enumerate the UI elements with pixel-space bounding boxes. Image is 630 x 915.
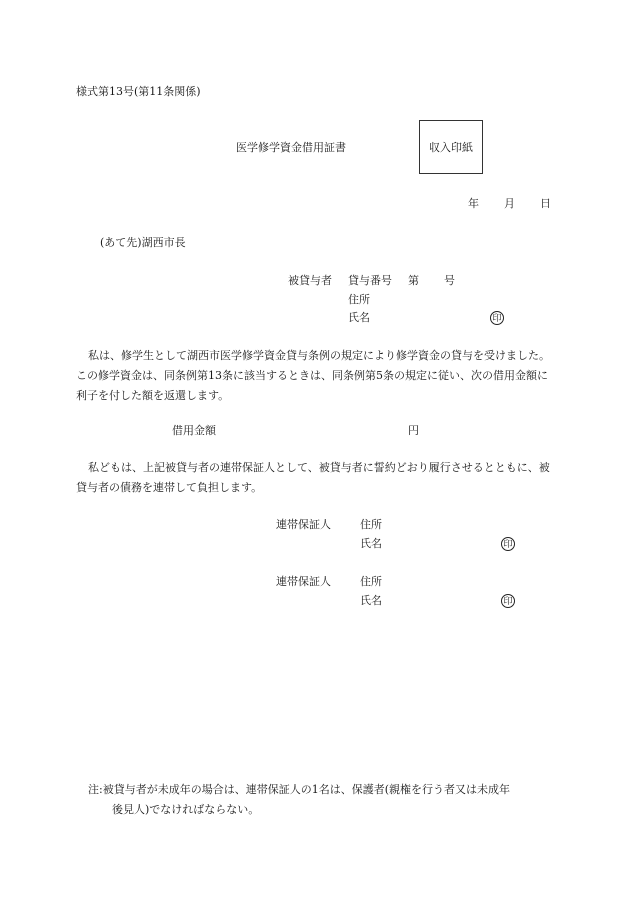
borrower-statement: 私は、修学生として湖西市医学修学資金貸与条例の規定により修学資金の貸与を受けました。この修学資金は、同条例第13条に該当するときは、同条例第5条の規定に従い、次の借用金額に利子を付した額を返還します。 (76, 349, 550, 402)
borrower-seal: 印 (490, 311, 504, 325)
revenue-stamp-label: 収入印紙 (429, 141, 473, 154)
guarantor-1-label: 連帯保証人 (276, 518, 331, 531)
footnote-line-1: 注:被貸与者が未成年の場合は、連帯保証人の1名は、保護者(親権を行う者又は未成年 (88, 783, 510, 796)
guarantor-1-seal: 印 (501, 537, 515, 551)
loan-amount-unit: 円 (408, 424, 419, 437)
guarantor-2-name-label: 氏名 (360, 594, 382, 607)
borrower-name-label: 氏名 (348, 311, 370, 324)
guarantor-statement: 私どもは、上記被貸与者の連帯保証人として、被貸与者に誓約どおり履行させるとともに、被貸与者の債務を連帯して負担します。 (76, 461, 550, 494)
footnote (88, 780, 558, 820)
guarantor-2-seal: 印 (501, 594, 515, 608)
addressee: (あて先)湖西市長 (100, 236, 186, 249)
revenue-stamp-box (419, 120, 483, 174)
loan-number-label: 貸与番号 (348, 274, 392, 287)
date-month: 月 (504, 197, 515, 210)
borrower-label: 被貸与者 (288, 274, 332, 287)
borrower-address-label: 住所 (348, 293, 370, 306)
guarantor-1-name-label: 氏名 (360, 537, 382, 550)
document-title: 医学修学資金借用証書 (236, 141, 346, 154)
form-number: 様式第13号(第11条関係) (76, 85, 201, 98)
date-day: 日 (540, 197, 551, 210)
date-year: 年 (468, 197, 479, 210)
guarantor-1-address-label: 住所 (360, 518, 382, 531)
loan-number-suffix: 号 (444, 274, 455, 287)
loan-amount-label: 借用金額 (172, 424, 216, 437)
loan-number-prefix: 第 (408, 274, 419, 287)
guarantor-2-address-label: 住所 (360, 575, 382, 588)
footnote-line-2: 後見人)でなければならない。 (112, 803, 260, 816)
guarantor-2-label: 連帯保証人 (276, 575, 331, 588)
